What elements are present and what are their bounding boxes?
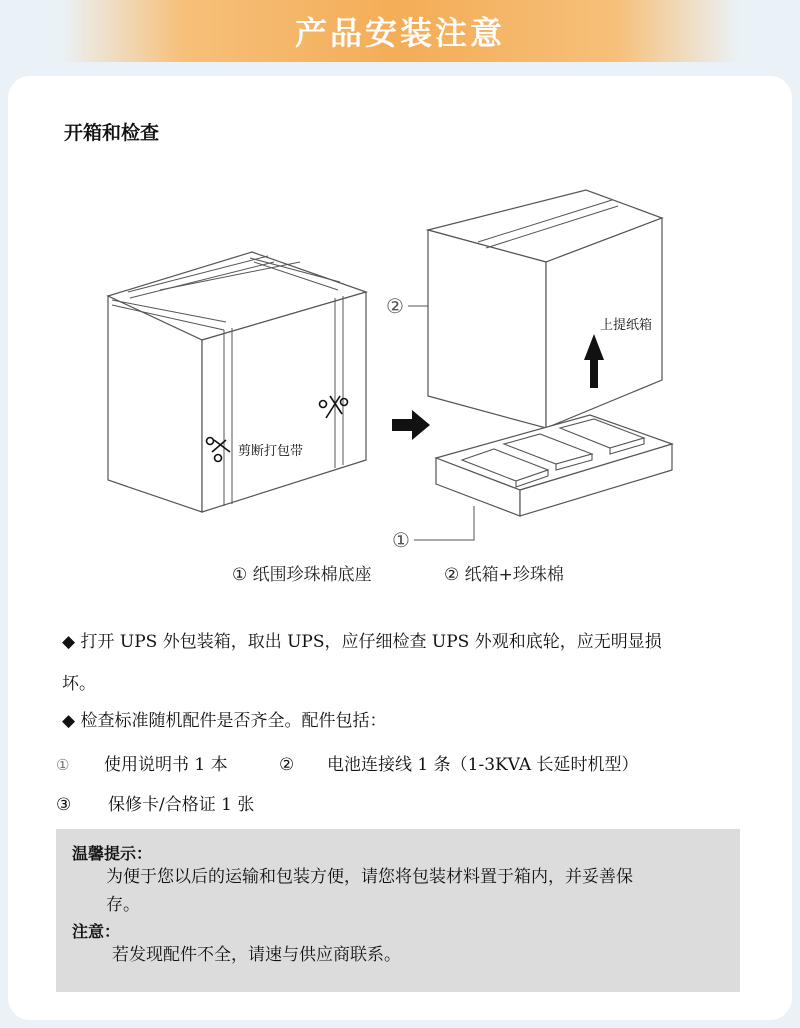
caption-carton: ② 纸箱+珍珠棉 [444, 565, 564, 585]
section-heading: 开箱和检查 [64, 122, 160, 144]
accessory-row-1 [56, 750, 639, 775]
accessory-number: ② [279, 755, 295, 775]
lift-carton-label: 上提纸箱 [600, 318, 653, 333]
accessory-item: 电池连接线 1 条（1-3KVA 长延时机型） [327, 755, 639, 775]
marker-1: ① [392, 528, 410, 552]
cut-strap-label: 剪断打包带 [238, 444, 304, 459]
accessory-item: 保修卡/合格证 1 张 [108, 795, 255, 815]
marker-2: ② [386, 294, 404, 318]
accessory-row-2 [56, 790, 254, 815]
instruction-line: 坏。 [62, 674, 96, 694]
instruction-open-box [62, 621, 752, 705]
tip-label: 温馨提示： [72, 844, 153, 863]
callout-line-1 [414, 506, 474, 540]
note-text: 若发现配件不全，请速与供应商联系。 [112, 945, 401, 965]
tip-box [56, 829, 740, 992]
accessory-number: ① [56, 756, 70, 774]
accessory-item: 使用说明书 1 本 [104, 755, 228, 775]
note-label: 注意： [72, 922, 121, 941]
accessory-number: ③ [56, 795, 72, 815]
tip-line: 存。 [106, 895, 140, 915]
carton-box [428, 190, 662, 428]
instruction-line: ◆ 打开 UPS 外包装箱，取出 UPS，应仔细检查 UPS 外观和底轮，应无明显损 [62, 632, 662, 652]
tip-line: 为便于您以后的运输和包装方便，请您将包装材料置于箱内，并妥善保 [106, 867, 633, 887]
strapped-box [108, 252, 366, 512]
instruction-check-accessories: ◆ 检查标准随机配件是否齐全。配件包括： [62, 711, 387, 731]
right-arrow-icon [392, 410, 430, 440]
foam-base [436, 415, 672, 516]
caption-base: ① 纸围珍珠棉底座 [232, 565, 372, 585]
page-title: 产品安装注意 [294, 14, 505, 52]
tip-text [106, 863, 736, 919]
